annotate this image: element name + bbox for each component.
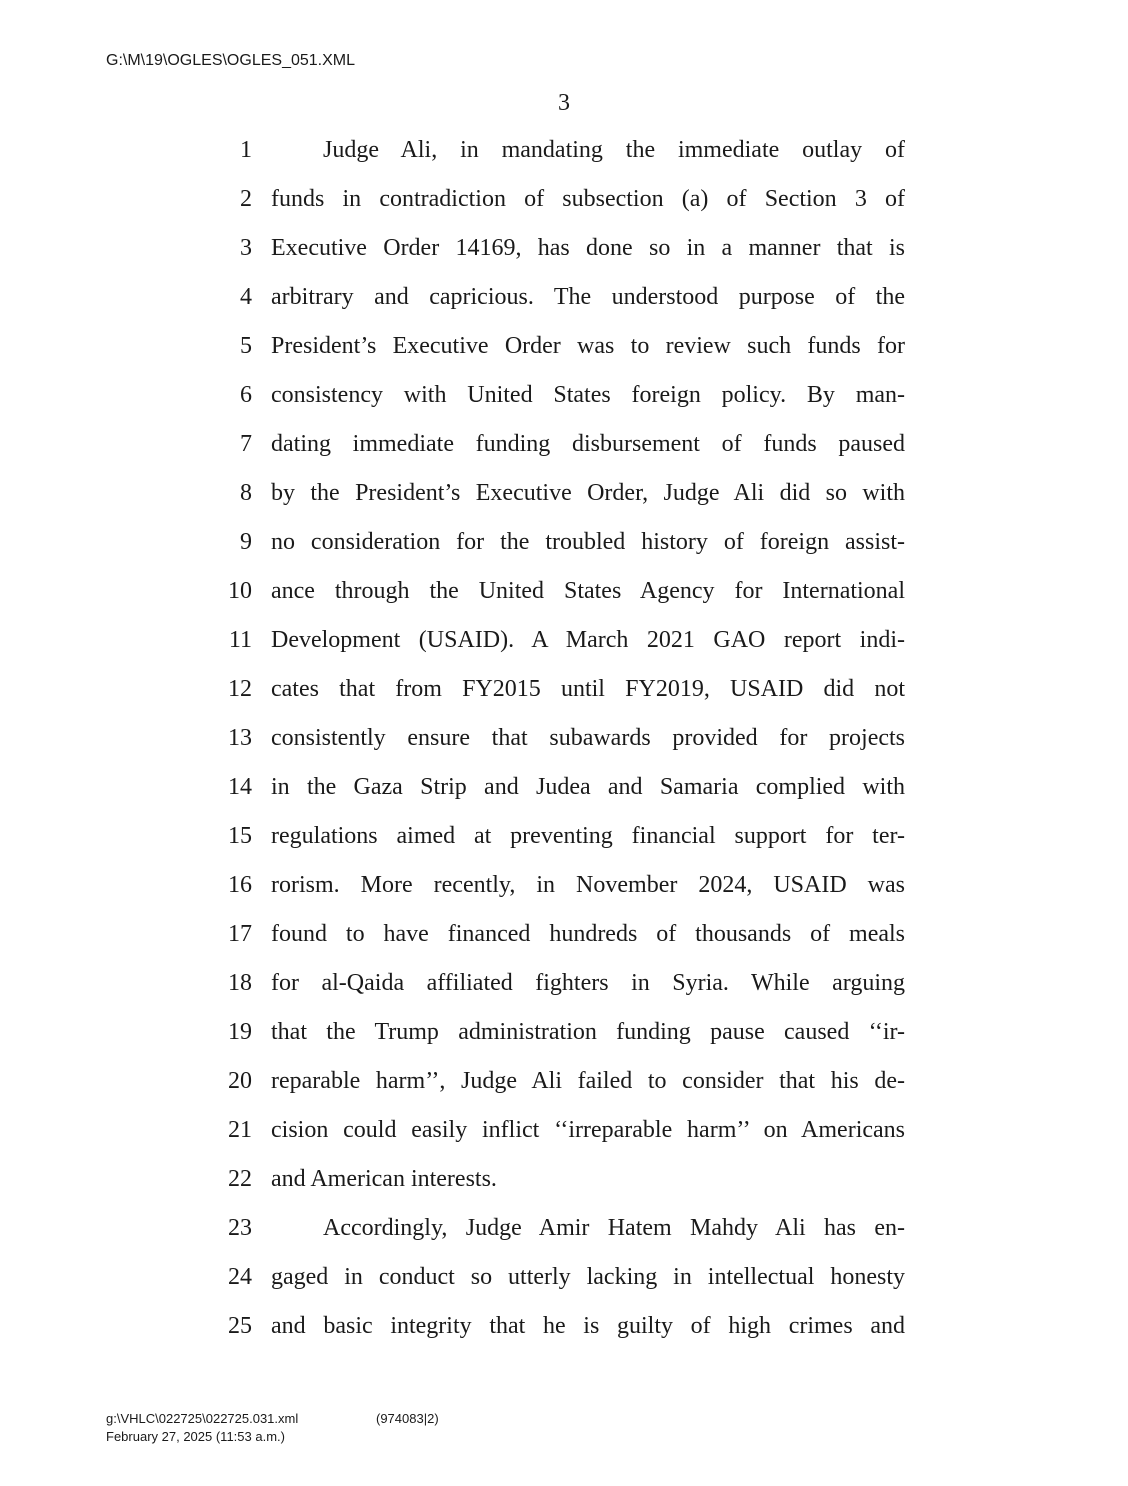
line-number: 4	[240, 284, 252, 310]
text-line	[0, 716, 1128, 765]
line-number: 10	[228, 578, 252, 604]
text-line	[0, 373, 1128, 422]
line-number: 20	[228, 1068, 252, 1094]
line-text: consistently ensure that subawards provided for projects	[271, 725, 905, 751]
text-line	[0, 275, 1128, 324]
line-number: 22	[228, 1166, 252, 1192]
text-line	[0, 814, 1128, 863]
line-text: consistency with United States foreign policy. By man-	[271, 382, 905, 408]
text-line	[0, 765, 1128, 814]
footer-path: g:\VHLC\022725\022725.031.xml	[106, 1411, 299, 1426]
text-line	[0, 128, 1128, 177]
line-text: no consideration for the troubled history of foreign assist-	[271, 529, 905, 555]
line-text: dating immediate funding disbursement of funds paused	[271, 431, 905, 457]
file-path-header: G:\M\19\OGLES\OGLES_051.XML	[106, 52, 355, 69]
line-number: 6	[240, 382, 252, 408]
line-text: reparable harm’’, Judge Ali failed to consider that his de-	[271, 1068, 905, 1094]
text-line	[0, 520, 1128, 569]
line-number: 17	[228, 921, 252, 947]
text-line	[0, 177, 1128, 226]
line-text: by the President’s Executive Order, Judge Ali did so with	[271, 480, 905, 506]
text-line	[0, 912, 1128, 961]
line-text: ance through the United States Agency for International	[271, 578, 905, 604]
line-text: arbitrary and capricious. The understood purpose of the	[271, 284, 905, 310]
line-text: Development (USAID). A March 2021 GAO report indi-	[271, 627, 905, 653]
line-number: 13	[228, 725, 252, 751]
line-text: gaged in conduct so utterly lacking in intellectual honesty	[271, 1264, 905, 1290]
line-text: cision could easily inflict ‘‘irreparable harm’’ on Americans	[271, 1117, 905, 1143]
line-text: rorism. More recently, in November 2024, USAID was	[271, 872, 905, 898]
line-number: 2	[240, 186, 252, 212]
text-line	[0, 1304, 1128, 1353]
line-text: Accordingly, Judge Amir Hatem Mahdy Ali has en-	[323, 1215, 905, 1241]
text-line	[0, 226, 1128, 275]
line-text: for al-Qaida affiliated fighters in Syria. While arguing	[271, 970, 905, 996]
line-text: cates that from FY2015 until FY2019, USAID did not	[271, 676, 905, 702]
line-number: 25	[228, 1313, 252, 1339]
text-line	[0, 471, 1128, 520]
footer-code: (974083|2)	[376, 1411, 439, 1426]
line-number: 24	[228, 1264, 252, 1290]
footer	[106, 1410, 439, 1446]
line-number: 7	[240, 431, 252, 457]
line-text: and American interests.	[271, 1166, 497, 1192]
line-text: found to have financed hundreds of thousands of meals	[271, 921, 905, 947]
line-number: 9	[240, 529, 252, 555]
text-line	[0, 618, 1128, 667]
line-number: 11	[228, 627, 252, 653]
line-number: 19	[228, 1019, 252, 1045]
text-line	[0, 1255, 1128, 1304]
line-text: and basic integrity that he is guilty of high crimes and	[271, 1313, 905, 1339]
line-text: President’s Executive Order was to review such funds for	[271, 333, 905, 359]
line-number: 16	[228, 872, 252, 898]
text-line	[0, 667, 1128, 716]
line-text: regulations aimed at preventing financial support for ter-	[271, 823, 905, 849]
text-line	[0, 1059, 1128, 1108]
line-number: 15	[228, 823, 252, 849]
text-line	[0, 863, 1128, 912]
text-line	[0, 569, 1128, 618]
line-number: 21	[228, 1117, 252, 1143]
line-number: 12	[228, 676, 252, 702]
line-text: that the Trump administration funding pause caused ‘‘ir-	[271, 1019, 905, 1045]
text-line	[0, 324, 1128, 373]
text-line	[0, 1157, 1128, 1206]
line-text: Judge Ali, in mandating the immediate outlay of	[323, 137, 905, 163]
text-line	[0, 1206, 1128, 1255]
line-number: 3	[240, 235, 252, 261]
line-text: funds in contradiction of subsection (a) of Section 3 of	[271, 186, 905, 212]
line-number: 14	[228, 774, 252, 800]
line-text: in the Gaza Strip and Judea and Samaria complied with	[271, 774, 905, 800]
text-line	[0, 961, 1128, 1010]
text-line	[0, 1108, 1128, 1157]
line-number: 5	[240, 333, 252, 359]
line-number: 23	[228, 1215, 252, 1241]
page-number: 3	[558, 90, 570, 116]
line-number: 8	[240, 480, 252, 506]
line-number: 18	[228, 970, 252, 996]
line-text: Executive Order 14169, has done so in a manner that is	[271, 235, 905, 261]
footer-timestamp: February 27, 2025 (11:53 a.m.)	[106, 1429, 285, 1444]
line-number: 1	[240, 137, 252, 163]
text-line	[0, 422, 1128, 471]
text-line	[0, 1010, 1128, 1059]
